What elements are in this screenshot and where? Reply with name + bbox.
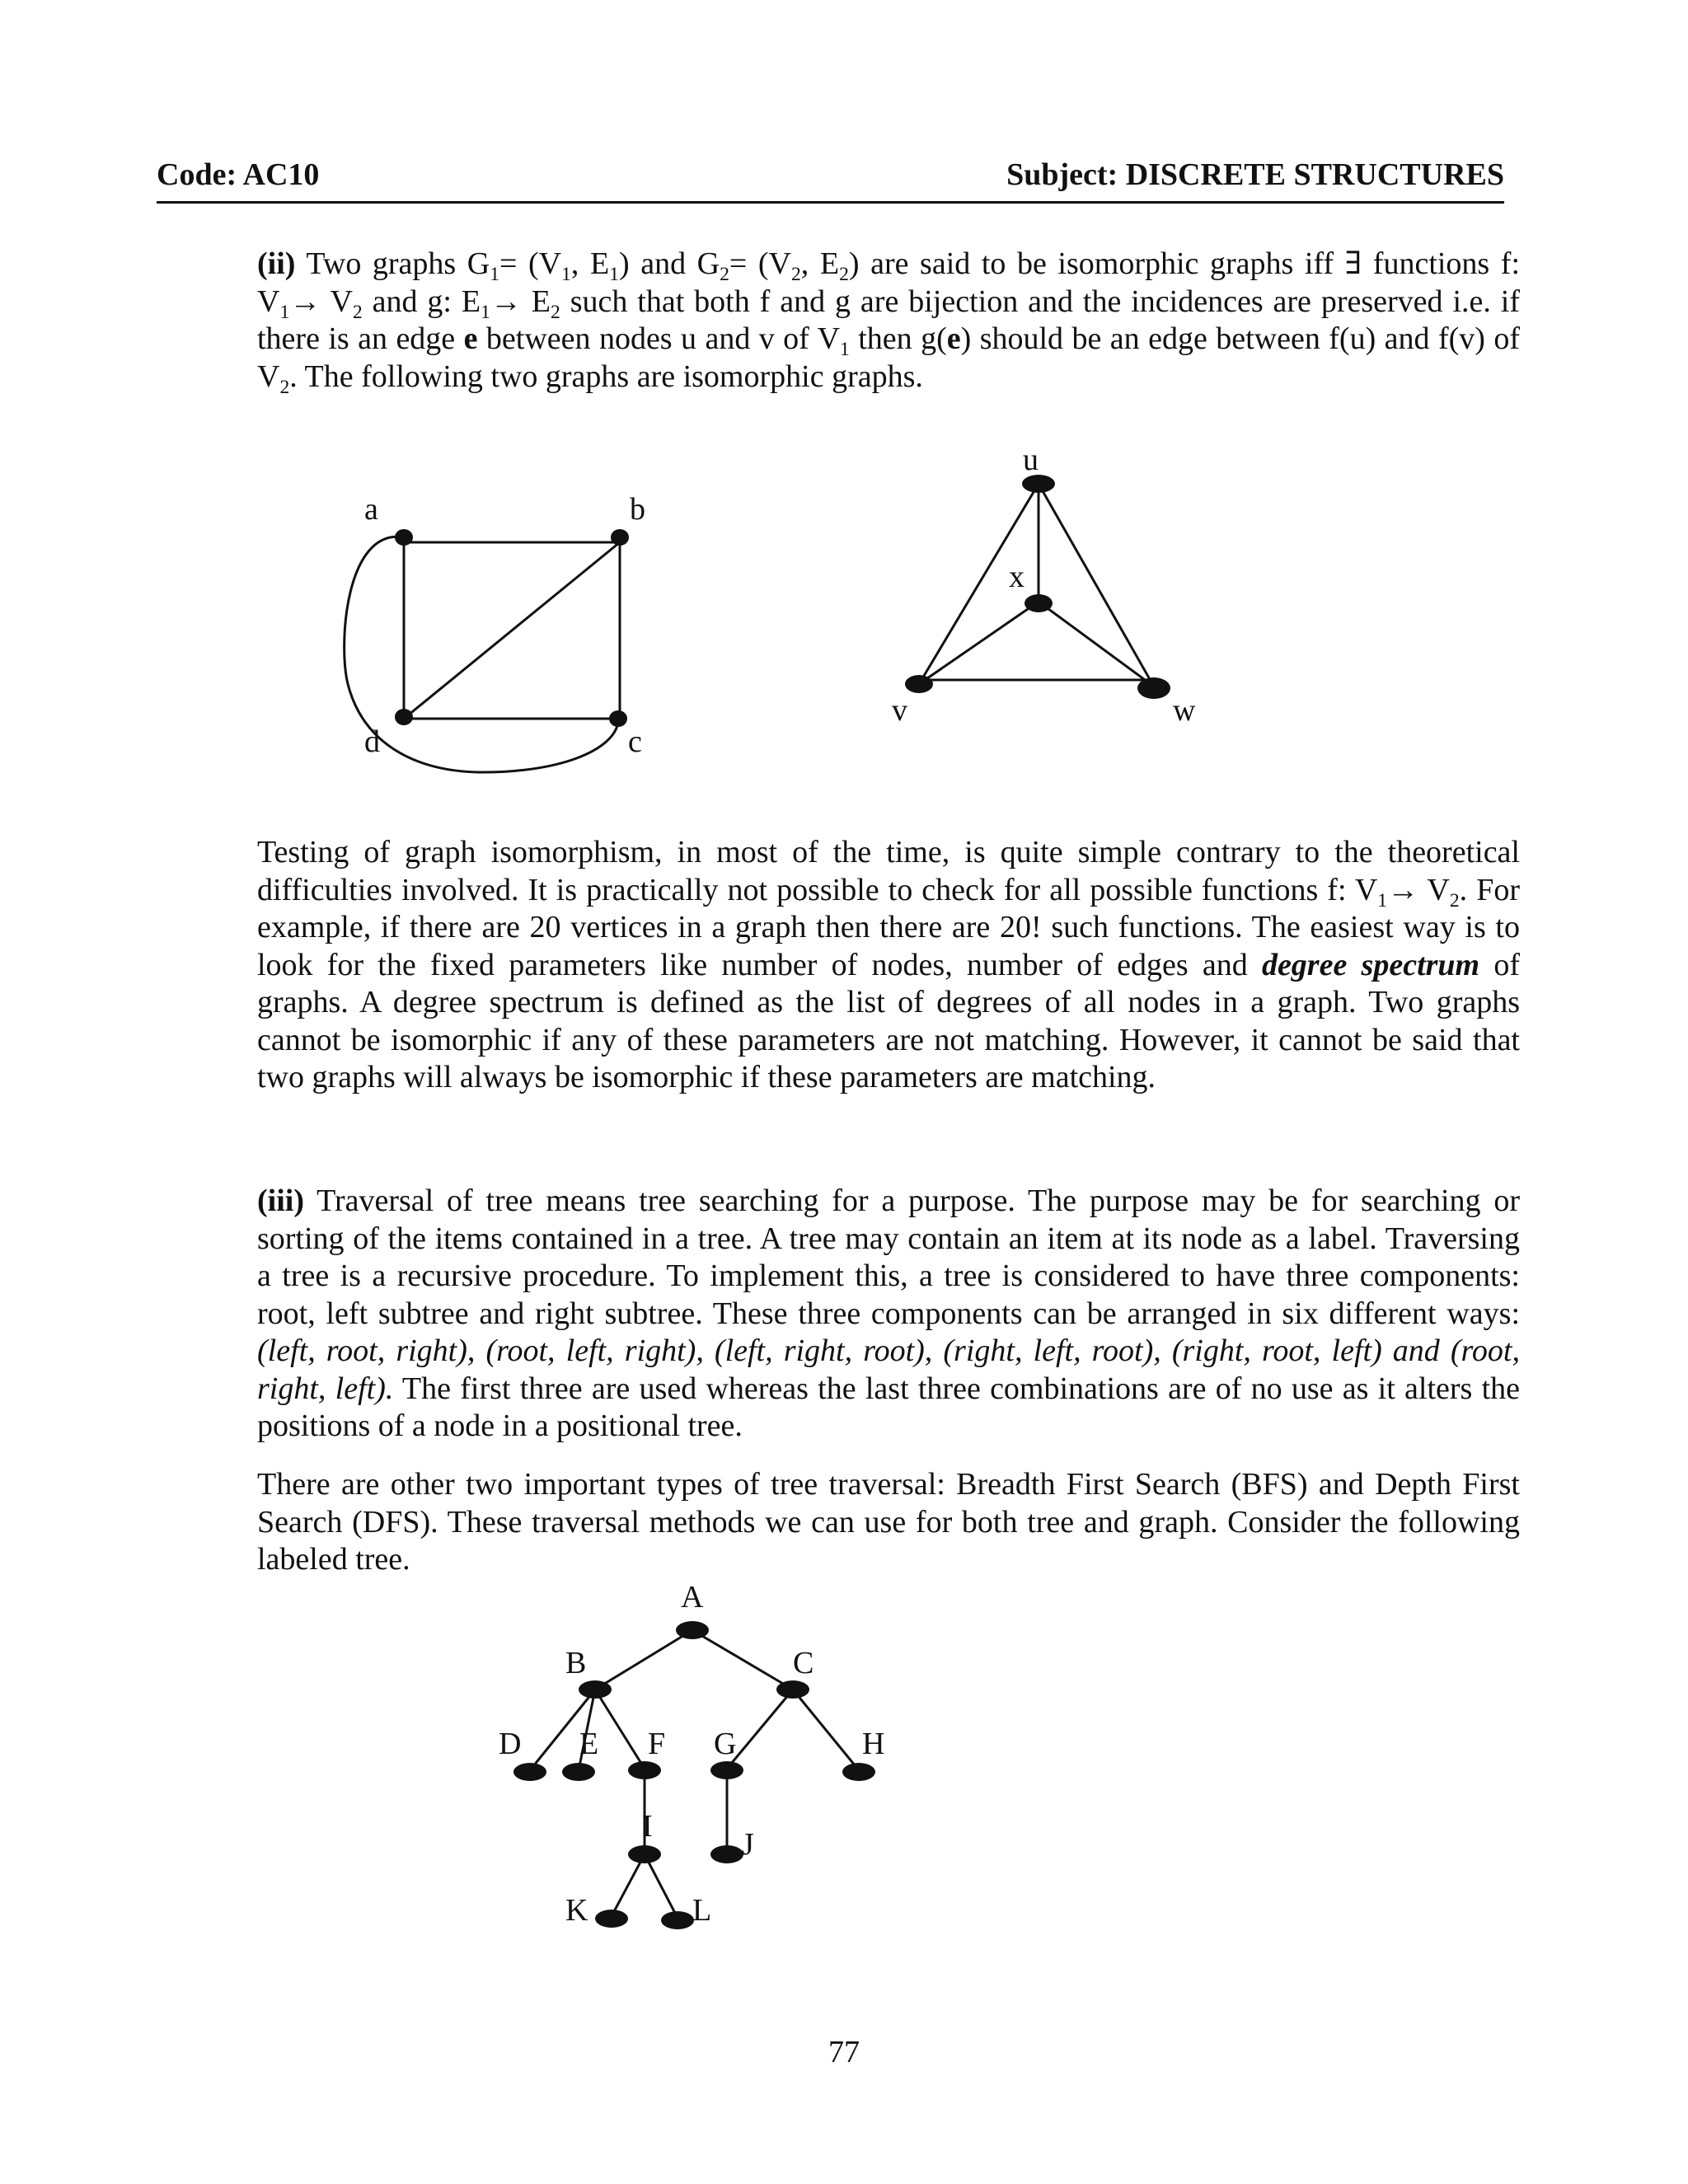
subject-title: Subject: DISCRETE STRUCTURES [1006, 157, 1504, 192]
text-run: ) should be an edge between f(u) and f(v) of V [257, 321, 1521, 394]
edge-A-C [692, 1630, 793, 1690]
label-K: K [565, 1893, 588, 1928]
node-K [595, 1910, 628, 1928]
text-run: = (V [729, 246, 791, 281]
degree-spectrum-term: degree spectrum [1261, 947, 1480, 982]
subscript: 2 [279, 376, 290, 398]
label-w: w [1173, 693, 1196, 728]
subscript: 1 [279, 301, 290, 323]
text-run: . The following two graphs are isomorphic graphs. [289, 359, 923, 394]
label-H: H [862, 1727, 885, 1761]
edge-C-G [727, 1690, 793, 1769]
node-H [842, 1763, 875, 1781]
label-A: A [681, 1580, 704, 1615]
node-B [579, 1680, 612, 1699]
subscript: 1 [490, 264, 500, 286]
label-v: v [892, 693, 907, 728]
section-iii-label: (iii) [257, 1183, 304, 1218]
subscript: 1 [840, 339, 850, 361]
edge-A-B [595, 1630, 692, 1690]
edge-B-F [595, 1690, 645, 1769]
node-I [628, 1845, 661, 1863]
text-run: and g: E [362, 284, 481, 319]
edge-I-L [645, 1854, 678, 1918]
node-G [710, 1761, 743, 1779]
node-L [661, 1911, 694, 1929]
subscript: 1 [1377, 889, 1388, 912]
traversal-orders: (left, root, right), (root, left, right), (left, right, root), (right, left, root), (right, root, left) and (root, right, left). [257, 1333, 1520, 1406]
node-J [710, 1845, 743, 1863]
text-run: then g( [849, 321, 947, 356]
label-C: C [793, 1646, 814, 1680]
edge-C-H [793, 1690, 859, 1770]
text-run: Traversal of tree means tree searching for a purpose. The purpose may be for searching or sorting of the items contained in a tree. A tree may contain an item at its node as a label. Traversing a tree is a recursive procedure. To implement this, a tree is considered to have three components: root, left subtree and right subtree. These three components can be arranged in six different ways: [257, 1183, 1520, 1331]
text-run: Two graphs G [295, 246, 490, 281]
text-run: , E [800, 246, 840, 281]
label-B: B [565, 1646, 587, 1680]
label-x: x [1009, 560, 1025, 594]
bold-edge-symbol: e [946, 321, 961, 356]
page-number: 77 [828, 2035, 860, 2069]
edge-I-K [612, 1854, 645, 1916]
text-run: → E [490, 284, 551, 319]
subscript: 1 [561, 264, 571, 286]
text-run: such that both f and g are bijection and the incidences are preserved i.e. if there is an edge [257, 284, 1520, 356]
subscript: 2 [551, 301, 560, 323]
section-ii-label: (ii) [257, 246, 296, 281]
label-I: I [642, 1809, 653, 1844]
label-b: b [630, 492, 645, 527]
label-c: c [628, 724, 642, 759]
label-d: d [364, 724, 380, 759]
text-run: Testing of graph isomorphism, in most of the time, is quite simple contrary to the theoretical difficulties involved. It is practically not possible to check for all possible functions f: V [257, 835, 1520, 907]
course-code: Code: AC10 [157, 157, 320, 192]
text-run: ) are said to be isomorphic graphs iff ∃ functions f: V [257, 246, 1521, 319]
text-run: , E [570, 246, 610, 281]
text-run: ) and G [618, 246, 720, 281]
text-run: → V [289, 284, 353, 319]
node-E [562, 1763, 595, 1781]
text-run: of graphs. A degree spectrum is defined as the list of degrees of all nodes in a graph. Two graphs cannot be isomorphic if any of these parameters are not matching. However, it cannot be said that two graphs will always be isomorphic if these parameters are matching. [257, 947, 1520, 1094]
subscript: 1 [609, 264, 619, 286]
node-F [628, 1761, 661, 1779]
subscript: 2 [1449, 889, 1460, 912]
node-C [776, 1680, 809, 1699]
text-run: between nodes u and v of V [477, 321, 841, 356]
text-run: . For example, if there are 20 vertices in a graph then there are 20! such functions. The easiest way is to look for the fixed parameters like number of nodes, number of edges and [257, 872, 1520, 982]
label-J: J [742, 1827, 754, 1862]
node-D [513, 1763, 546, 1781]
label-u: u [1023, 443, 1039, 477]
subscript: 2 [720, 264, 729, 286]
subscript: 2 [352, 301, 363, 323]
bold-edge-symbol: e [463, 321, 478, 356]
label-G: G [714, 1727, 737, 1761]
text-run: = (V [499, 246, 562, 281]
text-run: The first three are used whereas the last three combinations are of no use as it alters the positions of a node in a positional tree. [257, 1371, 1520, 1443]
subscript: 2 [839, 264, 849, 286]
label-D: D [499, 1727, 522, 1761]
label-F: F [648, 1727, 666, 1761]
subscript: 2 [791, 264, 801, 286]
label-L: L [692, 1893, 712, 1928]
label-E: E [579, 1727, 599, 1761]
label-a: a [364, 492, 378, 527]
text-run: → V [1387, 872, 1450, 907]
subscript: 1 [481, 301, 490, 323]
node-A [676, 1621, 709, 1639]
bfs-dfs-paragraph: There are other two important types of tree traversal: Breadth First Search (BFS) and Depth First Search (DFS). These traversal methods we can use for both tree and graph. Consider the following labeled tree. [257, 1467, 1520, 1577]
